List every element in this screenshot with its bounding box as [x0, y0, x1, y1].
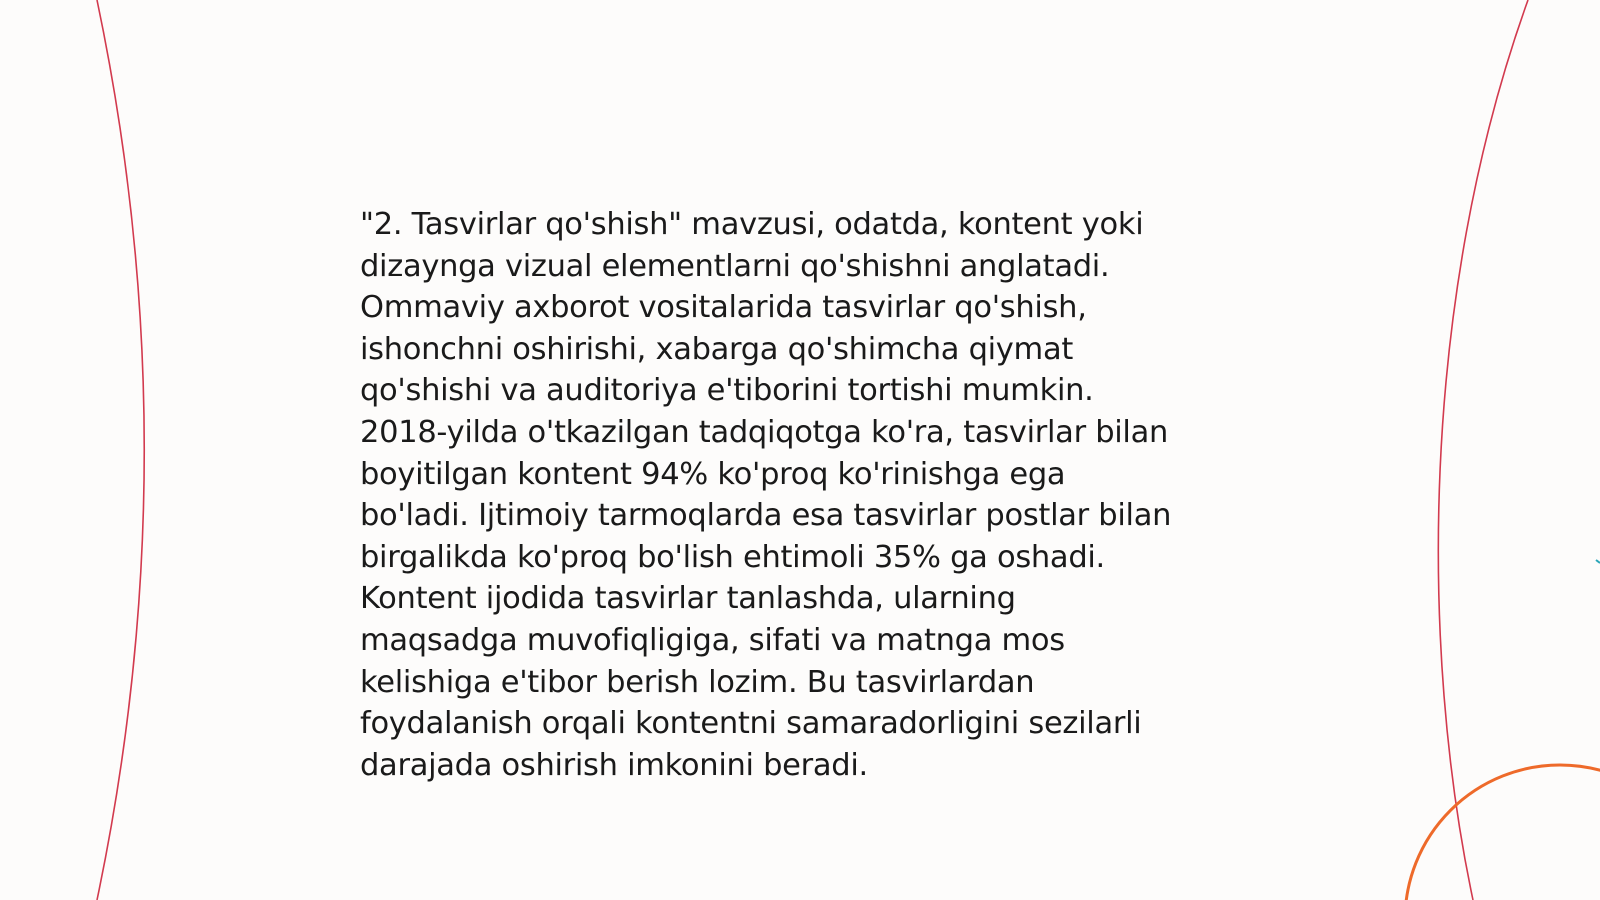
left-arc-line — [97, 0, 144, 900]
teal-accent-mark — [1596, 560, 1600, 563]
right-arc-line — [1438, 0, 1528, 900]
orange-circle-outline — [1405, 765, 1600, 900]
slide-paragraph: "2. Tasvirlar qo'shish" mavzusi, odatda, kontent yoki dizaynga vizual elementlarni qo'shishni anglatadi. Ommaviy axborot vositalarida tasvirlar qo'shish, ishonchni oshirishi, xabarga qo'shimcha qiymat qo'shishi va auditoriya e'tiborini tortishi mumkin. 2018-yilda o'tkazilgan tadqiqotga ko'ra, tasvirlar bilan boyitilgan kontent 94% ko'proq ko'rinishga ega bo'ladi. Ijtimoiy tarmoqlarda esa tasvirlar postlar bilan birgalikda ko'proq bo'lish ehtimoli 35% ga oshadi. Kontent ijodida tasvirlar tanlashda, ularning maqsadga muvofiqligiga, sifati va matnga mos kelishiga e'tibor berish lozim. Bu tasvirlardan foydalanish orqali kontentni samaradorligini sezilarli darajada oshirish imkonini beradi. — [360, 207, 1172, 783]
